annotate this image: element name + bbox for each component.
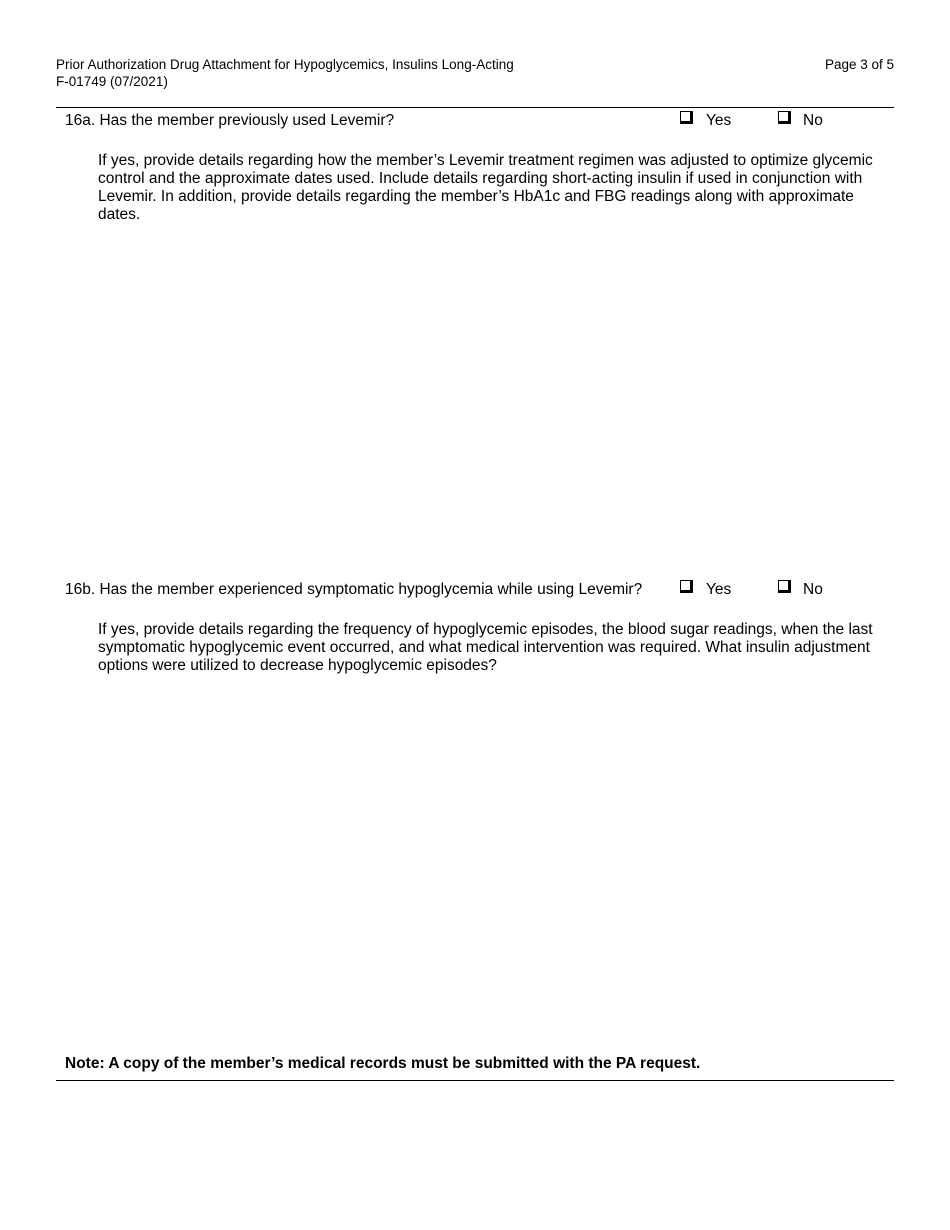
checkbox-16b-yes[interactable] [680,580,693,593]
form-title: Prior Authorization Drug Attachment for Hypoglycemics, Insulins Long-Acting [56,57,514,72]
checkbox-16b-no[interactable] [778,580,791,593]
checkbox-16a-no-label: No [803,112,823,129]
checkbox-16a-yes[interactable] [680,111,693,124]
checkbox-16b-no-label: No [803,581,823,598]
instructions-16b: If yes, provide details regarding the frequency of hypoglycemic episodes, the blood sugar readings, when the last symptomatic hypoglycemic event occurred, and what medical intervention was required. What insulin adjustment options were utilized to decrease hypoglycemic episodes? [98,621,873,674]
checkbox-16a-no[interactable] [778,111,791,124]
form-number: F-01749 (07/2021) [56,74,168,89]
footer-divider [56,1080,894,1081]
checkbox-16b-yes-label: Yes [706,581,732,598]
answer-area-16b[interactable] [98,685,888,1040]
question-16a: 16a. Has the member previously used Levemir? [65,112,395,129]
page-number: Page 3 of 5 [824,57,894,72]
answer-area-16a[interactable] [98,230,888,565]
medical-records-note: Note: A copy of the member’s medical records must be submitted with the PA request. [65,1055,701,1072]
checkbox-16a-yes-label: Yes [706,112,732,129]
instructions-16a: If yes, provide details regarding how the member’s Levemir treatment regimen was adjusted to optimize glycemic control and the approximate dates used. Include details regarding short-acting insulin if used in conjunction with Levemir. In addition, provide details regarding the member’s HbA1c and FBG readings along with approximate dates. [98,152,873,223]
form-header [56,56,656,90]
question-16b: 16b. Has the member experienced symptomatic hypoglycemia while using Levemir? [65,581,643,598]
header-divider [56,107,894,108]
